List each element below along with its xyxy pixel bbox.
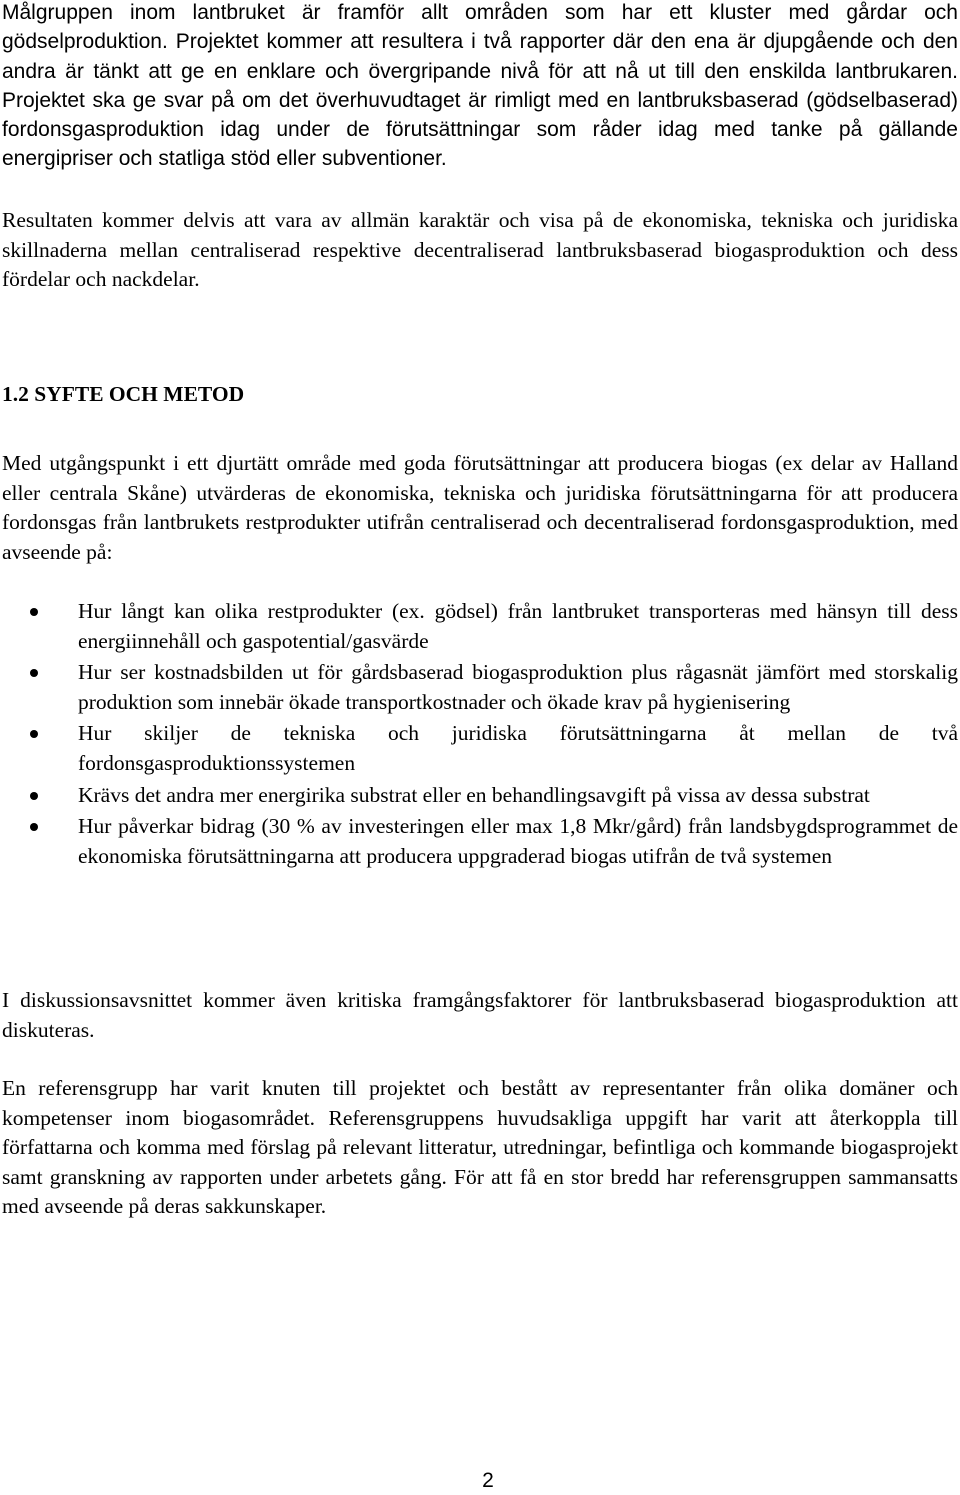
bullet-text: Hur ser kostnadsbilden ut för gårdsbaserad biogasproduktion plus rågasnät jämfört med storskalig produktion som innebär ökade transportkostnader och ökade krav på hygienisering	[78, 660, 958, 714]
bullet-icon	[30, 792, 38, 800]
results-paragraph: Resultaten kommer delvis att vara av allmän karaktär och visa på de ekonomiska, tekniska och juridiska skillnaderna mellan centraliserad respektive decentraliserad lantbruksbaserad biogasproduktion och dess fördelar och nackdelar.	[2, 208, 958, 292]
bullet-icon	[30, 608, 38, 616]
bullet-item	[2, 812, 958, 871]
bullet-text: Hur långt kan olika restprodukter (ex. gödsel) från lantbruket transporteras med hänsyn till dess energiinnehåll och gaspotential/gasvärde	[78, 599, 958, 653]
page-number: 2	[482, 1469, 494, 1492]
intro-paragraph: Målgruppen inom lantbruket är framför allt områden som har ett kluster med gårdar och gödselproduktion. Projektet kommer att resultera i två rapporter där den ena är djupgående och den andra är tänkt att ge en enklare och övergripande nivå för att nå ut till den enskilda lantbrukaren. Projektet ska ge svar på om det överhuvudtaget är rimligt med en lantbruksbaserad (gödselbaserad) fordonsgasproduktion idag under de förutsättningar som råder idag med tanke på gällande energipriser och statliga stöd eller subventioner.	[2, 1, 958, 171]
discussion-paragraph: I diskussionsavsnittet kommer även kritiska framgångsfaktorer för lantbruksbaserad biogasproduktion att diskuteras.	[2, 988, 958, 1042]
bullet-item	[2, 719, 958, 778]
section-heading: 1.2 SYFTE OCH METOD	[2, 382, 245, 406]
bullet-text: Hur påverkar bidrag (30 % av investeringen eller max 1,8 Mkr/gård) från landsbygdsprogrammet de ekonomiska förutsättningarna att producera uppgraderad biogas utifrån de två systemen	[78, 814, 958, 868]
bullet-item	[2, 597, 958, 656]
bullet-item	[2, 658, 958, 717]
bullet-text: Hur skiljer de tekniska och juridiska förutsättningarna åt mellan de två fordonsgasproduktionssystemen	[78, 721, 958, 775]
reference-group-paragraph: En referensgrupp har varit knuten till projektet och bestått av representanter från olika domäner och kompetenser inom biogasområdet. Referensgruppens huvudsakliga uppgift har varit att återkoppla till författarna och komma med förslag på relevant litteratur, utredningar, befintliga och kommande biogasprojekt samt granskning av rapporten under arbetets gång. För att få en stor bredd har referensgruppen sammansatts med avseende på deras sakkunskaper.	[2, 1076, 958, 1219]
purpose-paragraph: Med utgångspunkt i ett djurtätt område med goda förutsättningar att producera biogas (ex delar av Halland eller centrala Skåne) utvärderas de ekonomiska, tekniska och juridiska förutsättningarna för att producera fordonsgas från lantbrukets restprodukter utifrån centraliserad och decentraliserad fordonsgasproduktion, med avseende på:	[2, 451, 958, 564]
bullet-icon	[30, 669, 38, 677]
bullet-icon	[30, 730, 38, 738]
bullet-list	[2, 597, 958, 873]
bullet-icon	[30, 823, 38, 831]
bullet-text: Krävs det andra mer energirika substrat eller en behandlingsavgift på vissa av dessa substrat	[78, 782, 870, 807]
bullet-item	[2, 781, 958, 811]
